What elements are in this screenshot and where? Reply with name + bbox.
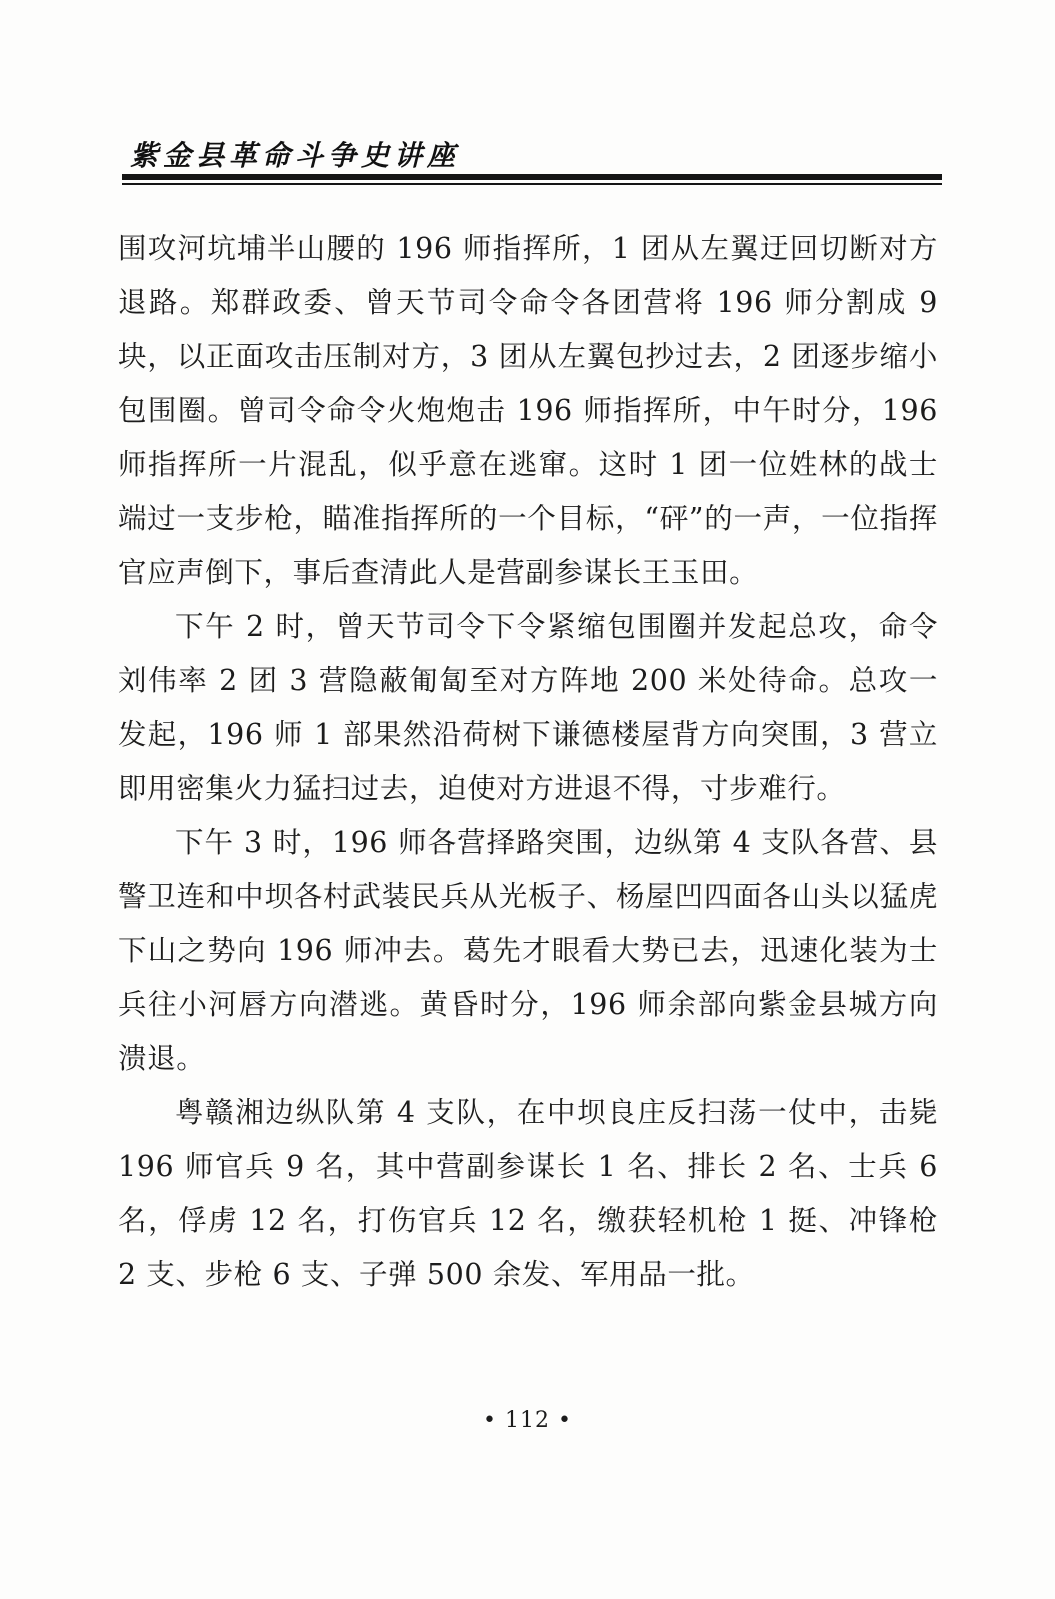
paragraph-2: 下午 2 时，曾天节司令下令紧缩包围圈并发起总攻，命令刘伟率 2 团 3 营隐蔽匍匐至对方阵地 200 米处待命。总攻一发起，196 师 1 部果然沿荷树下谦德楼屋背方向突围，3 营立即用密集火力猛扫过去，迫使对方进退不得，寸步难行。 [118,610,938,805]
header-rule-thick [122,174,942,180]
paragraph-4: 粤赣湘边纵队第 4 支队，在中坝良庄反扫荡一仗中，击毙 196 师官兵 9 名，其中营副参谋长 1 名、排长 2 名、士兵 6 名，俘虏 12 名，打伤官兵 12 名，缴获轻机枪 1 挺、冲锋枪 2 支、步枪 6 支、子弹 500 余发、军用品一批。 [118,1096,938,1291]
header-rule-thin [122,183,942,185]
paragraph-1: 围攻河坑埔半山腰的 196 师指挥所，1 团从左翼迂回切断对方退路。郑群政委、曾天节司令命令各团营将 196 师分割成 9 块，以正面攻击压制对方，3 团从左翼包抄过去，2 团逐步缩小包围圈。曾司令命令火炮炮击 196 师指挥所，中午时分，196 师指挥所一片混乱，似乎意在逃窜。这时 1 团一位姓林的战士端过一支步枪，瞄准指挥所的一个目标，“砰”的一声，一位指挥官应声倒下，事后查清此人是营副参谋长王玉田。 [118,232,938,589]
running-header [122,126,942,190]
body-text [118,222,938,1302]
running-title: 紫金县革命斗争史讲座 [130,139,461,172]
page-number: • 112 • [483,1408,572,1433]
paragraph-3: 下午 3 时，196 师各营择路突围，边纵第 4 支队各营、县警卫连和中坝各村武装民兵从光板子、杨屋凹四面各山头以猛虎下山之势向 196 师冲去。葛先才眼看大势已去，迅速化装为士兵往小河唇方向潜逃。黄昏时分，196 师余部向紫金县城方向溃退。 [118,826,938,1075]
